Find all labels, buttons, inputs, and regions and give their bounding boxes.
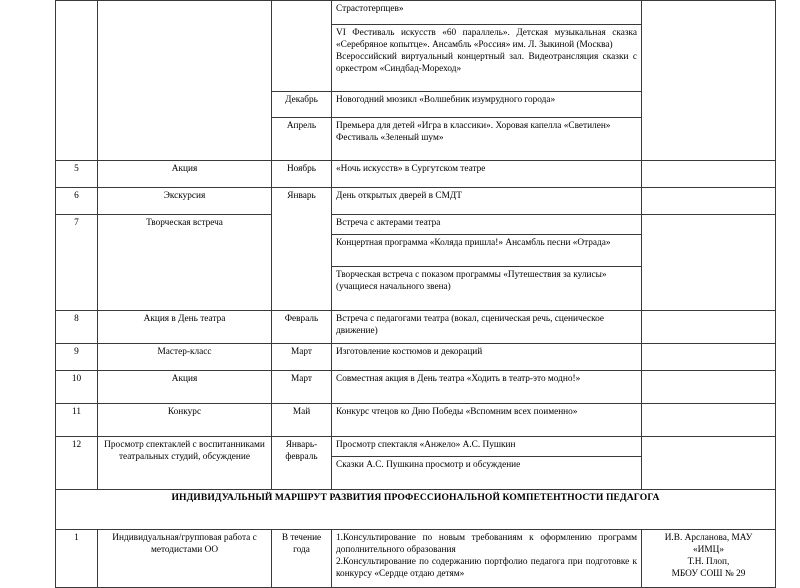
cell-line: 2.Консультирование по содержанию портфолио педагога при подготовке к конкурсу «Сердце отдаю детям» xyxy=(336,557,637,580)
cell-responsible xyxy=(642,371,776,404)
cell-term: Март xyxy=(272,344,332,371)
cell-content: Сказки А.С. Пушкина просмотр и обсуждение xyxy=(332,457,642,490)
cell-term: Апрель xyxy=(272,118,332,161)
cell-content: Конкурс чтецов ко Дню Победы «Вспомним всех поименно» xyxy=(332,404,642,437)
section-banner-row xyxy=(56,490,776,530)
cell-num: 7 xyxy=(56,215,98,311)
cell-content: Изготовление костюмов и декораций xyxy=(332,344,642,371)
cell-form: Акция xyxy=(98,371,272,404)
cell-responsible xyxy=(642,188,776,215)
section-banner: ИНДИВИДУАЛЬНЫЙ МАРШРУТ РАЗВИТИЯ ПРОФЕССИОНАЛЬНОЙ КОМПЕТЕНТНОСТИ ПЕДАГОГА xyxy=(56,490,776,530)
cell-responsible xyxy=(642,404,776,437)
cell-term: Январь-февраль xyxy=(272,437,332,490)
cell-content xyxy=(332,25,642,92)
cell-content xyxy=(332,530,642,588)
cell-responsible xyxy=(642,215,776,311)
cell-responsible xyxy=(642,437,776,490)
cell-content: Творческая встреча с показом программы «Путешествия за кулисы» (учащиеся начального звена) xyxy=(332,267,642,311)
cell-line: И.В. Арсланова, МАУ xyxy=(664,533,753,543)
cell-term: Май xyxy=(272,404,332,437)
cell-form xyxy=(98,1,272,161)
cell-num: 5 xyxy=(56,161,98,188)
table-row xyxy=(56,161,776,188)
cell-term: В течение года xyxy=(272,530,332,588)
table-row xyxy=(56,215,776,235)
cell-term: Январь xyxy=(272,188,332,311)
cell-num: 12 xyxy=(56,437,98,490)
cell-form: Акция xyxy=(98,161,272,188)
cell-content: Встреча с педагогами театра (вокал, сценическая речь, сценическое движение) xyxy=(332,311,642,344)
cell-line: Всероссийский виртуальный концертный зал. Видеотрансляция сказки с оркестром «Синдбад-Мореход» xyxy=(336,52,637,75)
cell-responsible xyxy=(642,311,776,344)
cell-form: Просмотр спектаклей с воспитанниками театральных студий, обсуждение xyxy=(98,437,272,490)
cell-term: Март xyxy=(272,371,332,404)
cell-num xyxy=(56,1,98,161)
table-row xyxy=(56,437,776,457)
cell-term: Февраль xyxy=(272,311,332,344)
cell-content: Новогодний мюзикл «Волшебник изумрудного города» xyxy=(332,92,642,118)
cell-responsible xyxy=(642,530,776,588)
schedule-table xyxy=(55,0,776,588)
cell-content: Концертная программа «Коляда пришла!» Ансамбль песни «Отрада» xyxy=(332,235,642,267)
cell-num: 6 xyxy=(56,188,98,215)
cell-num: 11 xyxy=(56,404,98,437)
cell-content: Совместная акция в День театра «Ходить в театр-это модно!» xyxy=(332,371,642,404)
table-row xyxy=(56,311,776,344)
cell-line: Фестиваль «Зеленый шум» xyxy=(336,133,444,144)
cell-content: «Ночь искусств» в Сургутском театре xyxy=(332,161,642,188)
cell-form: Индивидуальная/групповая работа с методистами ОО xyxy=(98,530,272,588)
table-row xyxy=(56,1,776,25)
table-row xyxy=(56,530,776,588)
cell-line: «ИМЦ» xyxy=(693,545,724,556)
cell-num: 1 xyxy=(56,530,98,588)
cell-content: Встреча с актерами театра xyxy=(332,215,642,235)
cell-num: 8 xyxy=(56,311,98,344)
cell-responsible xyxy=(642,344,776,371)
cell-form: Акция в День театра xyxy=(98,311,272,344)
cell-content xyxy=(332,118,642,161)
cell-line: Т.Н. Плоп, xyxy=(687,557,730,568)
cell-term: Декабрь xyxy=(272,92,332,118)
table-row xyxy=(56,371,776,404)
cell-content: Страстотерпцев» xyxy=(332,1,642,25)
cell-form: Экскурсия xyxy=(98,188,272,215)
cell-line: VI Фестиваль искусств «60 параллель». Детская музыкальная сказка «Серебряное копытце». Ансамбль «Россия» им. Л. Зыкиной (Москва) xyxy=(336,28,637,51)
cell-content: День открытых дверей в СМДТ xyxy=(332,188,642,215)
cell-term: Ноябрь xyxy=(272,161,332,188)
cell-term xyxy=(272,1,332,92)
cell-line: 1.Консультирование по новым требованиям к оформлению программ дополнительного образования xyxy=(336,533,637,556)
cell-responsible xyxy=(642,161,776,188)
cell-num: 9 xyxy=(56,344,98,371)
cell-form: Мастер-класс xyxy=(98,344,272,371)
cell-line: МБОУ СОШ № 29 xyxy=(671,569,746,580)
cell-responsible xyxy=(642,1,776,161)
cell-content: Просмотр спектакля «Анжело» А.С. Пушкин xyxy=(332,437,642,457)
cell-line: Премьера для детей «Игра в классики». Хоровая капелла «Светилен» xyxy=(336,121,611,131)
cell-num: 10 xyxy=(56,371,98,404)
cell-form: Конкурс xyxy=(98,404,272,437)
table-row xyxy=(56,404,776,437)
cell-form: Творческая встреча xyxy=(98,215,272,311)
table-row xyxy=(56,188,776,215)
table-row xyxy=(56,344,776,371)
